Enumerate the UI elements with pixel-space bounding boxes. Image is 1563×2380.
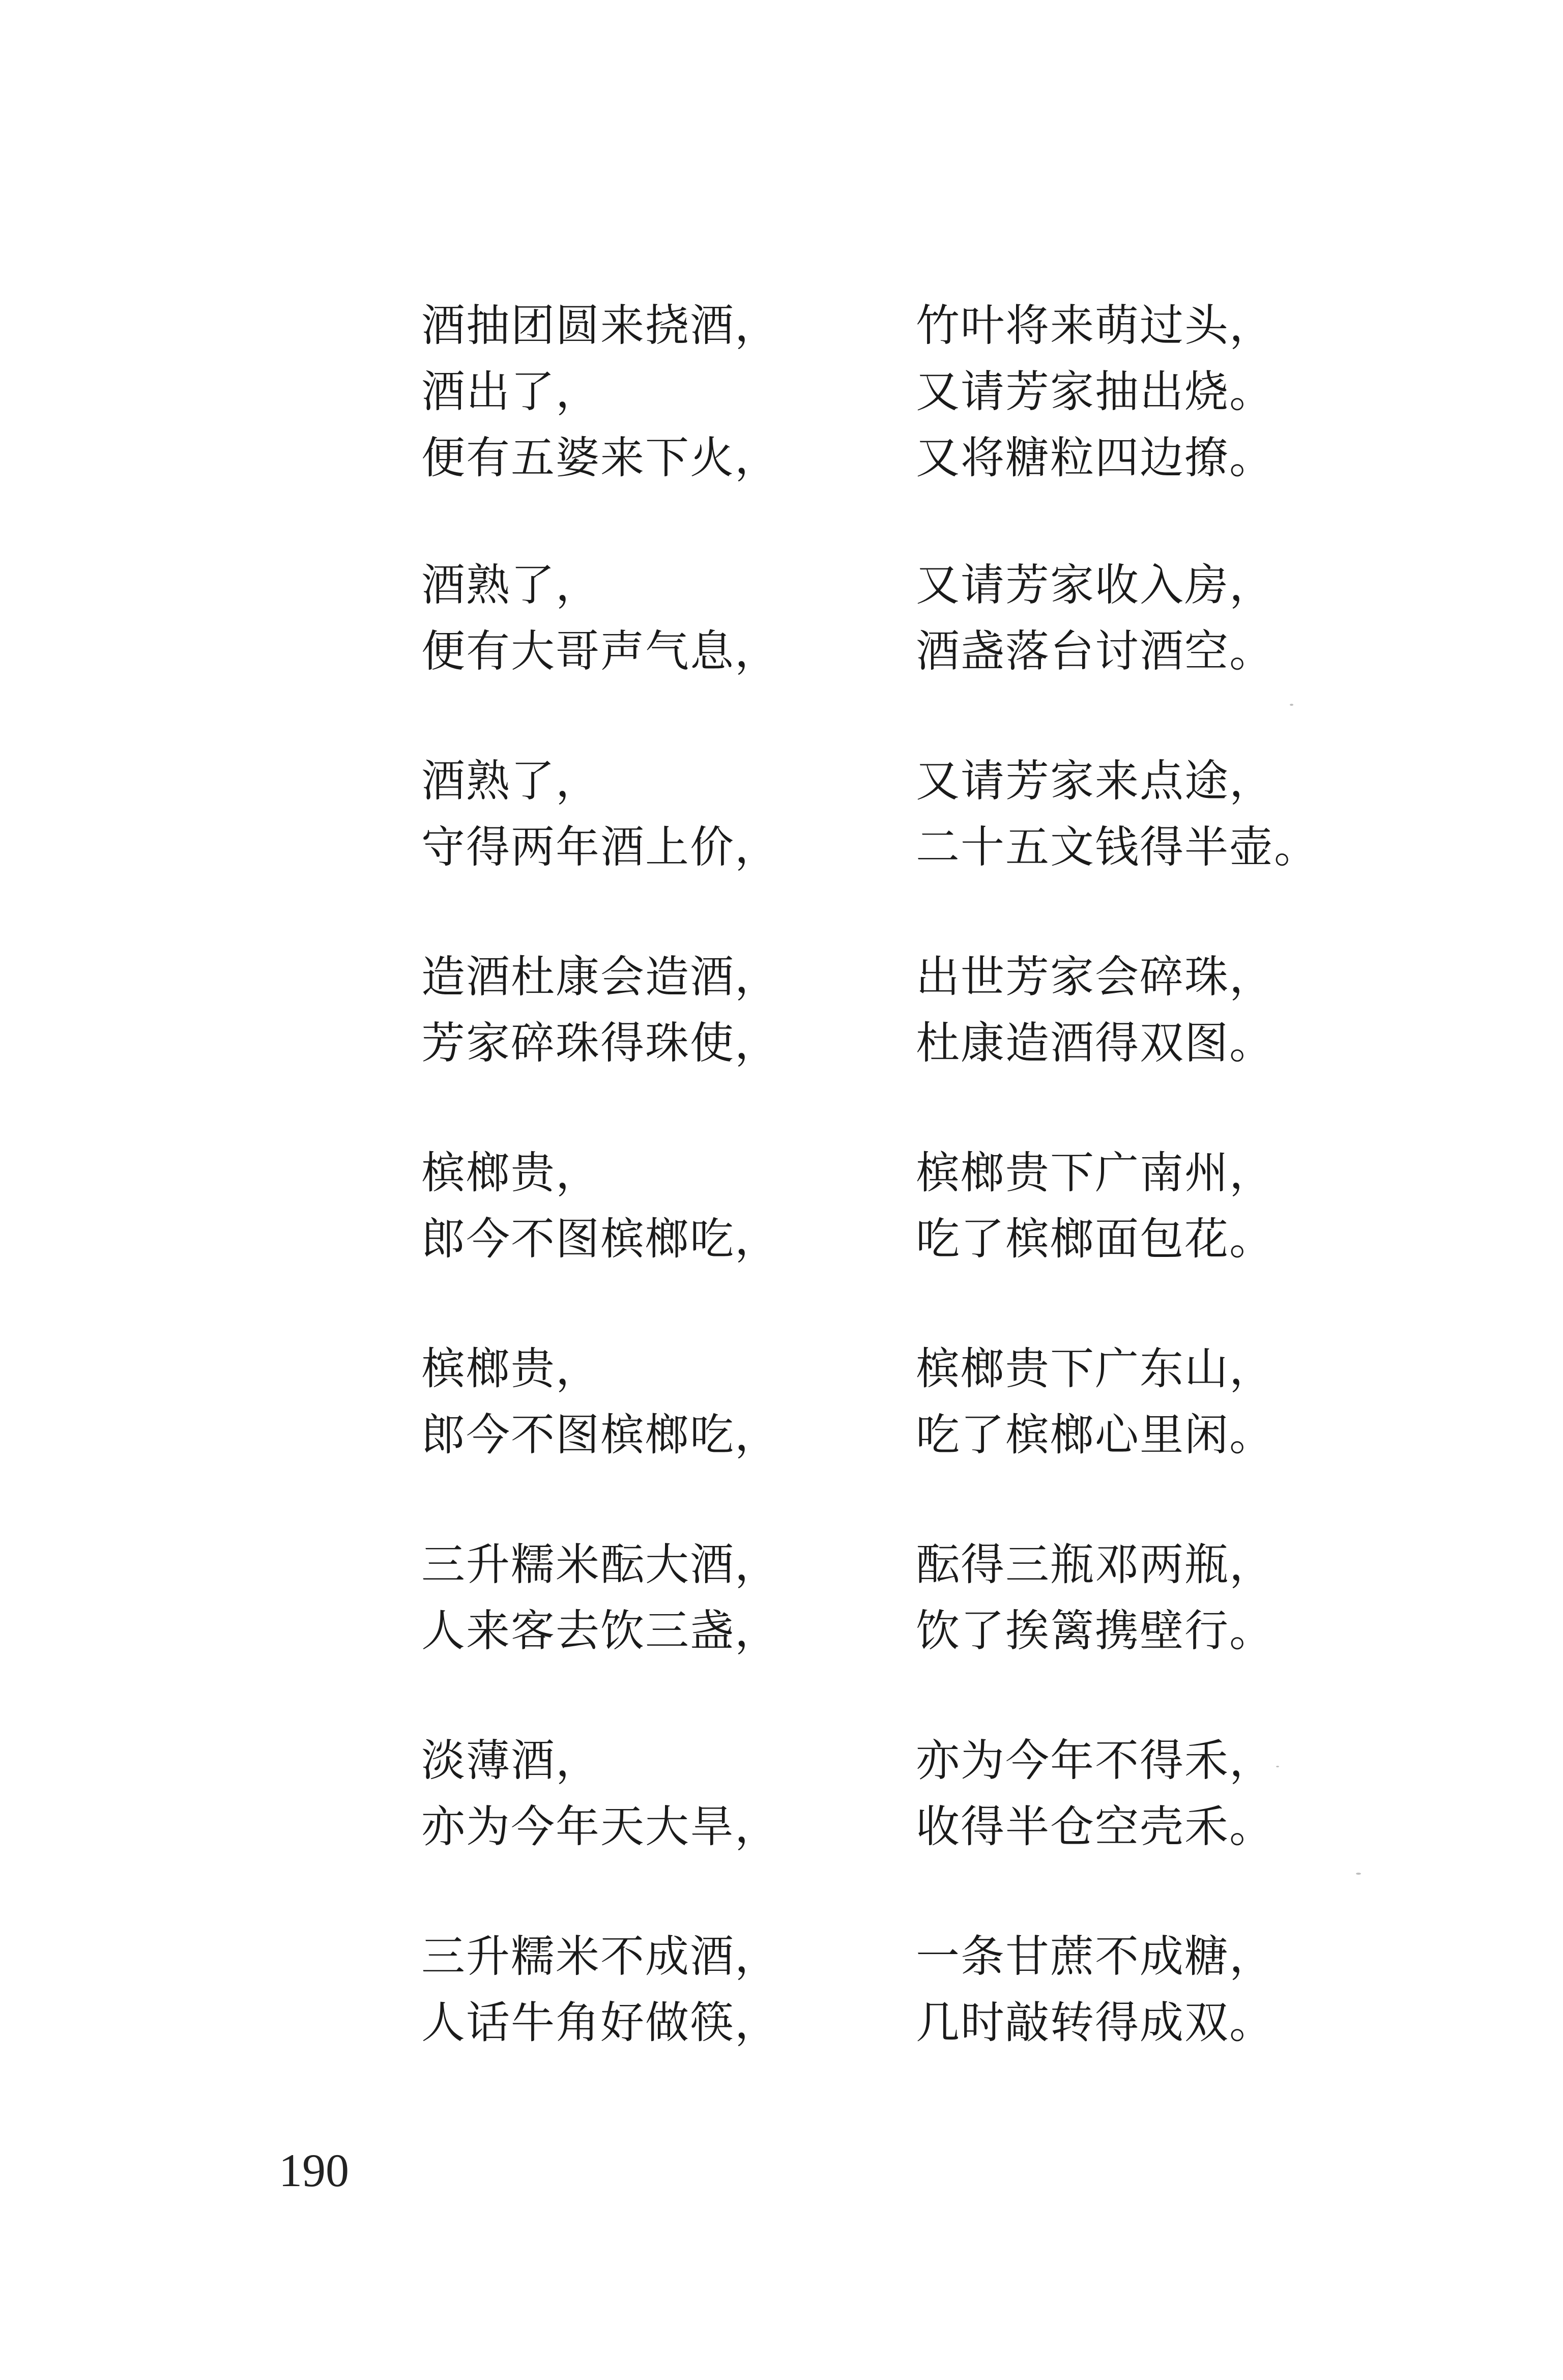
- scan-speck: [1356, 1873, 1361, 1875]
- stanza-3-left-column: [421, 748, 779, 880]
- stanza-1-right-column: [916, 293, 1274, 491]
- verse-line: 几时敲转得成双。: [916, 1997, 1274, 2048]
- verse-line: 郎今不图槟榔吃，: [421, 1214, 779, 1265]
- verse-line: 槟榔贵，: [421, 1343, 600, 1394]
- verse-line: 槟榔贵下广南州，: [916, 1148, 1274, 1198]
- stanza-2-left-column: [421, 552, 779, 684]
- verse-line: 便有五婆来下火，: [421, 433, 779, 483]
- verse-line: 亦为今年天大旱，: [421, 1801, 779, 1852]
- stanza-5-right-column: [916, 1140, 1274, 1272]
- verse-line: 便有大哥声气息，: [421, 626, 779, 677]
- verse-line: 三升糯米不成酒，: [421, 1931, 779, 1982]
- verse-line: 又请芳家收入房，: [916, 560, 1274, 611]
- verse-line: 酒抽团圆来挠酒，: [421, 300, 779, 351]
- verse-line: 一条甘蔗不成糖，: [916, 1931, 1274, 1982]
- verse-line: 酒盏落台讨酒空。: [916, 626, 1274, 677]
- verse-line: 亦为今年不得禾，: [916, 1735, 1274, 1786]
- verse-line: 人来客去饮三盏，: [421, 1605, 779, 1656]
- verse-line: 饮了挨篱携壁行。: [916, 1605, 1274, 1656]
- verse-line: 酒熟了，: [421, 756, 600, 807]
- verse-line: 收得半仓空壳禾。: [916, 1801, 1274, 1852]
- verse-line: 人话牛角好做筷，: [421, 1997, 779, 2048]
- stanza-8-left-column: [421, 1728, 779, 1860]
- verse-line: 出世芳家会碎珠，: [916, 952, 1274, 1002]
- verse-line: 二十五文钱得半壶。: [916, 822, 1319, 873]
- verse-line: 又请芳家来点途，: [916, 756, 1274, 807]
- verse-line: 又请芳家抽出烧。: [916, 366, 1274, 417]
- verse-line: 酒熟了，: [421, 560, 600, 611]
- verse-line: 酒出了，: [421, 366, 600, 417]
- verse-line: 吃了槟榔心里闲。: [916, 1410, 1274, 1460]
- verse-line: 酝得三瓶邓两瓶，: [916, 1539, 1274, 1590]
- stanza-9-left-column: [421, 1924, 779, 2056]
- verse-line: 槟榔贵，: [421, 1148, 600, 1198]
- verse-line: 造酒杜康会造酒，: [421, 952, 779, 1002]
- stanza-2-right-column: [916, 552, 1274, 684]
- verse-line: 竹叶将来萌过头，: [916, 300, 1274, 351]
- verse-line: 三升糯米酝大酒，: [421, 1539, 779, 1590]
- stanza-6-right-column: [916, 1336, 1274, 1468]
- stanza-4-right-column: [916, 944, 1274, 1076]
- verse-line: 守得两年酒上价，: [421, 822, 779, 873]
- verse-line: 淡薄酒，: [421, 1735, 600, 1786]
- verse-line: 郎今不图槟榔吃，: [421, 1410, 779, 1460]
- stanza-1-left-column: [421, 293, 779, 491]
- stanza-7-right-column: [916, 1532, 1274, 1664]
- verse-line: 芳家碎珠得珠使，: [421, 1018, 779, 1069]
- stanza-3-right-column: [916, 748, 1319, 880]
- stanza-7-left-column: [421, 1532, 779, 1664]
- scan-speck: [1290, 704, 1293, 706]
- verse-line: 杜康造酒得双图。: [916, 1018, 1274, 1069]
- verse-line: 又将糖粒四边撩。: [916, 433, 1274, 483]
- stanza-5-left-column: [421, 1140, 779, 1272]
- page-number: 190: [279, 2144, 349, 2196]
- verse-line: 吃了槟榔面包花。: [916, 1214, 1274, 1265]
- stanza-4-left-column: [421, 944, 779, 1076]
- verse-line: 槟榔贵下广东山，: [916, 1343, 1274, 1394]
- stanza-6-left-column: [421, 1336, 779, 1468]
- stanza-9-right-column: [916, 1924, 1274, 2056]
- stanza-8-right-column: [916, 1728, 1274, 1860]
- scan-speck: [1276, 1766, 1279, 1767]
